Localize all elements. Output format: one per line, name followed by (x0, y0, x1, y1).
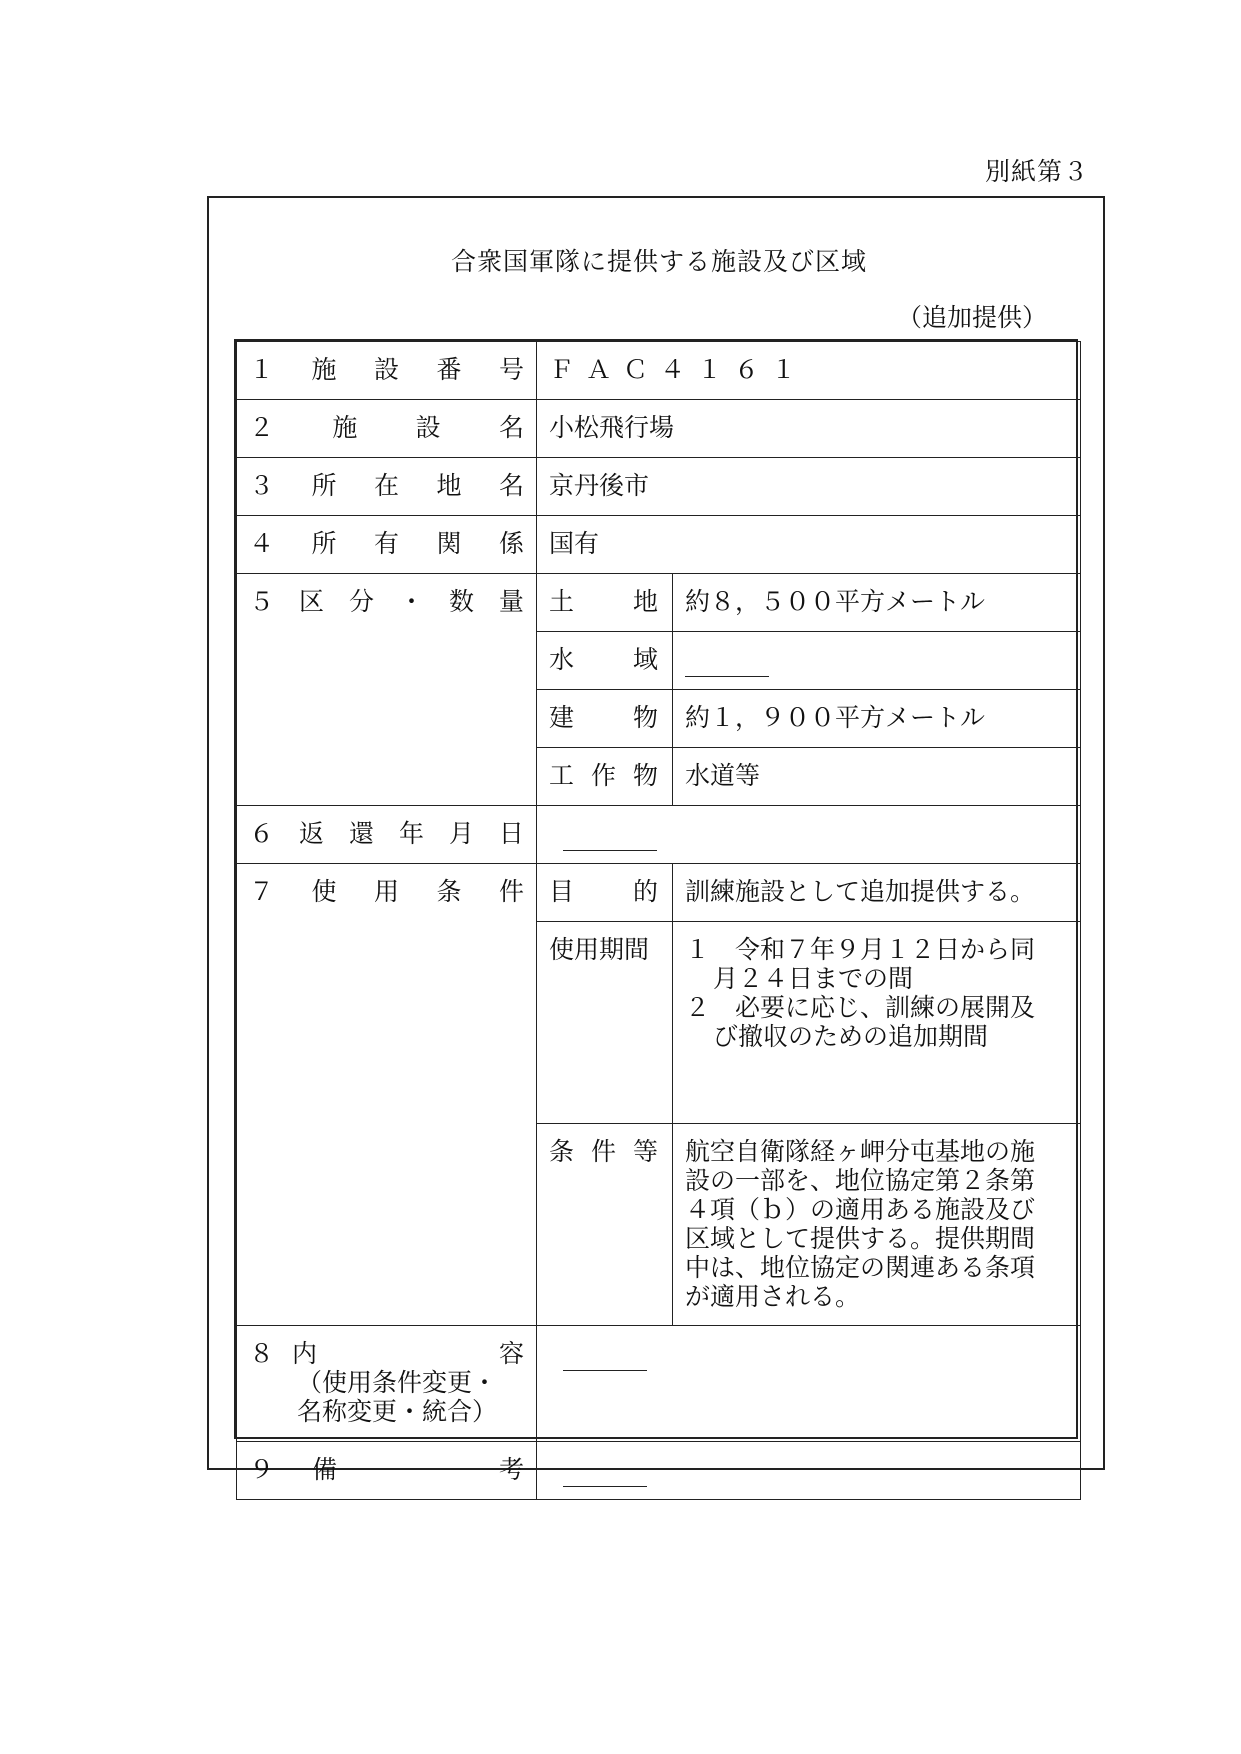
table-row (237, 342, 1081, 400)
row-number: １ (249, 357, 275, 384)
table-row (237, 806, 1081, 864)
location-value: 京丹後市 (537, 458, 1081, 516)
sub-label-buildings: 建 物 (537, 690, 673, 748)
table-row (237, 864, 1081, 922)
purpose-value: 訓練施設として追加提供する。 (673, 864, 1081, 922)
table-row (237, 400, 1081, 458)
ownership-value: 国有 (537, 516, 1081, 574)
table-row (237, 458, 1081, 516)
table-row (237, 574, 1081, 632)
row-number: ２ (249, 415, 275, 442)
sub-label-structures: 工 作 物 (537, 748, 673, 806)
row-number: ４ (249, 531, 275, 558)
row-number: ８ (249, 1341, 275, 1368)
row-label-conditions-of-use: ７ 使 用 条 件 (237, 864, 537, 1326)
row-label-classification-quantity: ５ 区 分 ・ 数 量 (237, 574, 537, 806)
dash-placeholder (563, 1370, 647, 1371)
document-title: 合衆国軍隊に提供する施設及び区域 (450, 249, 867, 276)
facility-table (234, 339, 1078, 1484)
land-area-value: 約８，５００平方メートル (673, 574, 1081, 632)
dash-placeholder (685, 676, 769, 677)
row-number: ９ (249, 1457, 275, 1484)
sub-label-period-of-use: 使用期間 (537, 922, 673, 1124)
sub-label-water-area: 水 域 (537, 632, 673, 690)
row-label-facility-number: １ 施 設 番 号 (237, 342, 537, 400)
row-label-facility-name: ２ 施 設 名 (237, 400, 537, 458)
appendix-label: 別紙第３ (985, 159, 1090, 186)
row-number: ６ (249, 821, 275, 848)
period-of-use-value: １ 令和７年９月１２日から同 月２４日までの間 ２ 必要に応じ、訓練の展開及 び撤収のための追加期間 (673, 922, 1081, 1124)
dash-placeholder (563, 850, 657, 851)
terms-value: 航空自衛隊経ヶ岬分屯基地の施 設の一部を、地位協定第２条第 ４項（ｂ）の適用ある施設及び 区域として提供する。提供期間 中は、地位協定の関連ある条項 が適用される。 (673, 1124, 1081, 1326)
table-row (237, 1442, 1081, 1500)
row-label-return-date: ６ 返 還 年 月 日 (237, 806, 537, 864)
sub-label-purpose: 目 的 (537, 864, 673, 922)
sub-label-terms: 条 件 等 (537, 1124, 673, 1326)
facility-name-value: 小松飛行場 (537, 400, 1081, 458)
document-subtitle: （追加提供） (896, 305, 1047, 332)
dash-placeholder (563, 1486, 647, 1487)
building-area-value: 約１，９００平方メートル (673, 690, 1081, 748)
structures-value: 水道等 (673, 748, 1081, 806)
water-area-value (673, 632, 1081, 690)
return-date-value (537, 806, 1081, 864)
row-number: ７ (249, 879, 275, 906)
table-row (237, 516, 1081, 574)
contents-value (537, 1326, 1081, 1442)
remarks-value (537, 1442, 1081, 1500)
row-label-location: ３ 所 在 地 名 (237, 458, 537, 516)
row-label-contents: ８ 内 容 （使用条件変更・ 名称変更・統合） (237, 1326, 537, 1442)
sub-label-land: 土 地 (537, 574, 673, 632)
facility-number-value: ＦＡＣ４１６１ (537, 342, 1081, 400)
table-row (237, 1326, 1081, 1442)
row-number: ３ (249, 473, 275, 500)
row-label-ownership: ４ 所 有 関 係 (237, 516, 537, 574)
row-number: ５ (249, 589, 275, 616)
row-label-remarks: ９ 備 考 (237, 1442, 537, 1500)
